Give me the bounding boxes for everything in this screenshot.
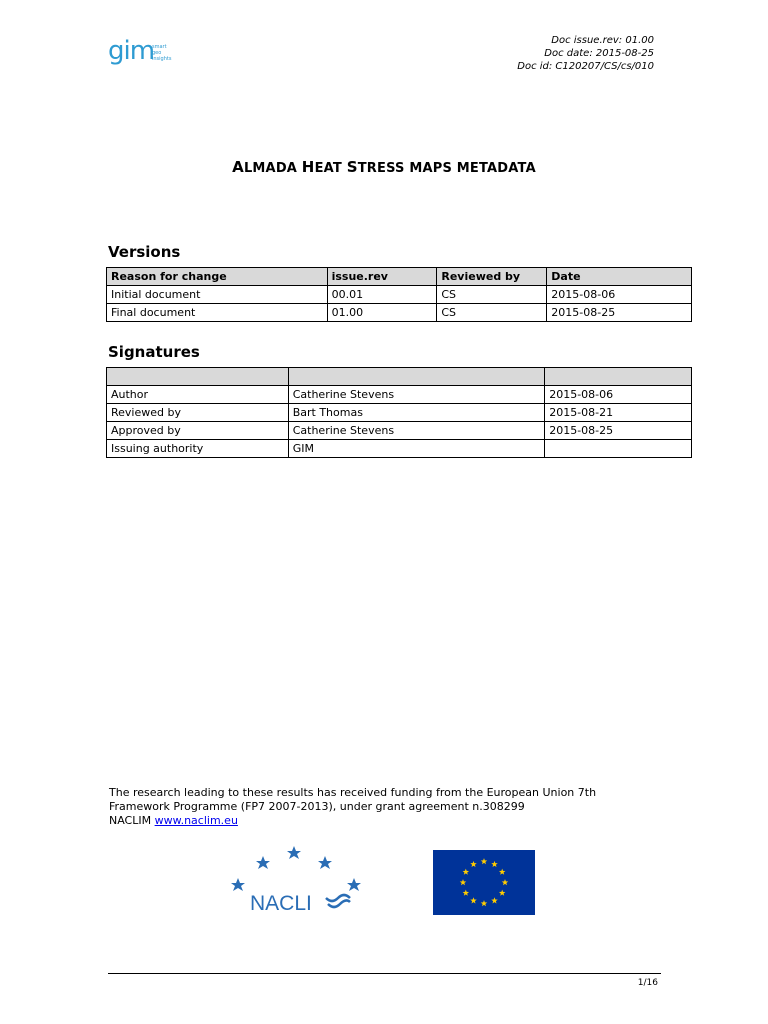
title-cap-1: A (232, 158, 244, 176)
signatures-table (106, 367, 692, 458)
cell: CS (437, 304, 547, 322)
cell: CS (437, 286, 547, 304)
gim-tagline-2: geo (152, 50, 162, 56)
cell: Reviewed by (107, 404, 289, 422)
cell: 2015-08-25 (545, 422, 692, 440)
table-row (107, 422, 692, 440)
funding-line-1: The research leading to these results has received funding from the European Union 7th (109, 786, 597, 799)
table-row (107, 404, 692, 422)
col-date: Date (547, 268, 692, 286)
naclim-link[interactable]: www.naclim.eu (154, 814, 238, 827)
cell: GIM (288, 440, 545, 458)
table-row (107, 440, 692, 458)
cell: Final document (107, 304, 328, 322)
doc-issue-rev: Doc issue.rev: 01.00 (551, 35, 654, 46)
header-cell (545, 368, 692, 386)
funding-statement (109, 786, 669, 828)
page-number: 1/16 (637, 978, 658, 988)
cell: Initial document (107, 286, 328, 304)
star-icon (347, 878, 361, 891)
cell: Issuing authority (107, 440, 289, 458)
cell: 2015-08-06 (545, 386, 692, 404)
cell: Author (107, 386, 289, 404)
title-cap-2: H (301, 158, 315, 176)
col-reviewed-by: Reviewed by (437, 268, 547, 286)
cell: 01.00 (327, 304, 437, 322)
title-cap-3: S (346, 158, 358, 176)
cell: Bart Thomas (288, 404, 545, 422)
doc-id: Doc id: C120207/CS/cs/010 (517, 61, 654, 72)
cell: 00.01 (327, 286, 437, 304)
versions-table (106, 267, 692, 322)
col-issue-rev: issue.rev (327, 268, 437, 286)
funding-line-2: Framework Programme (FP7 2007-2013), under grant agreement n.308299 (109, 800, 525, 813)
gim-logo (108, 36, 154, 66)
title-rest-2: EAT (314, 161, 347, 176)
title-rest-1: LMADA (243, 161, 302, 176)
cell (545, 440, 692, 458)
funding-line-3 (109, 814, 669, 828)
naclim-label: NACLIM (109, 814, 155, 827)
naclim-logo (226, 842, 366, 916)
table-row (107, 386, 692, 404)
gim-tagline-3: insights (152, 56, 172, 62)
title-rest-3: TRESS MAPS METADATA (357, 161, 536, 176)
col-reason: Reason for change (107, 268, 328, 286)
document-title (0, 158, 768, 176)
table-row (107, 286, 692, 304)
star-icon (287, 846, 301, 859)
star-icon (256, 856, 270, 869)
signatures-header-row (107, 368, 692, 386)
star-icon (318, 856, 332, 869)
table-row (107, 304, 692, 322)
cell: 2015-08-21 (545, 404, 692, 422)
eu-flag-icon (433, 850, 535, 915)
cell: 2015-08-06 (547, 286, 692, 304)
cell: Catherine Stevens (288, 422, 545, 440)
signatures-heading: Signatures (108, 343, 200, 361)
gim-tagline-1: smart (152, 44, 167, 50)
cell: Approved by (107, 422, 289, 440)
footer-divider (108, 973, 661, 974)
cell: Catherine Stevens (288, 386, 545, 404)
versions-header-row (107, 268, 692, 286)
doc-metadata (517, 34, 654, 73)
cell: 2015-08-25 (547, 304, 692, 322)
header-cell (288, 368, 545, 386)
header-cell (107, 368, 289, 386)
doc-date: Doc date: 2015-08-25 (544, 48, 654, 59)
naclim-logo-text: NACLI (250, 892, 312, 915)
versions-heading: Versions (108, 243, 181, 261)
star-icon (231, 878, 245, 891)
gim-logo-text: gim (108, 36, 155, 66)
